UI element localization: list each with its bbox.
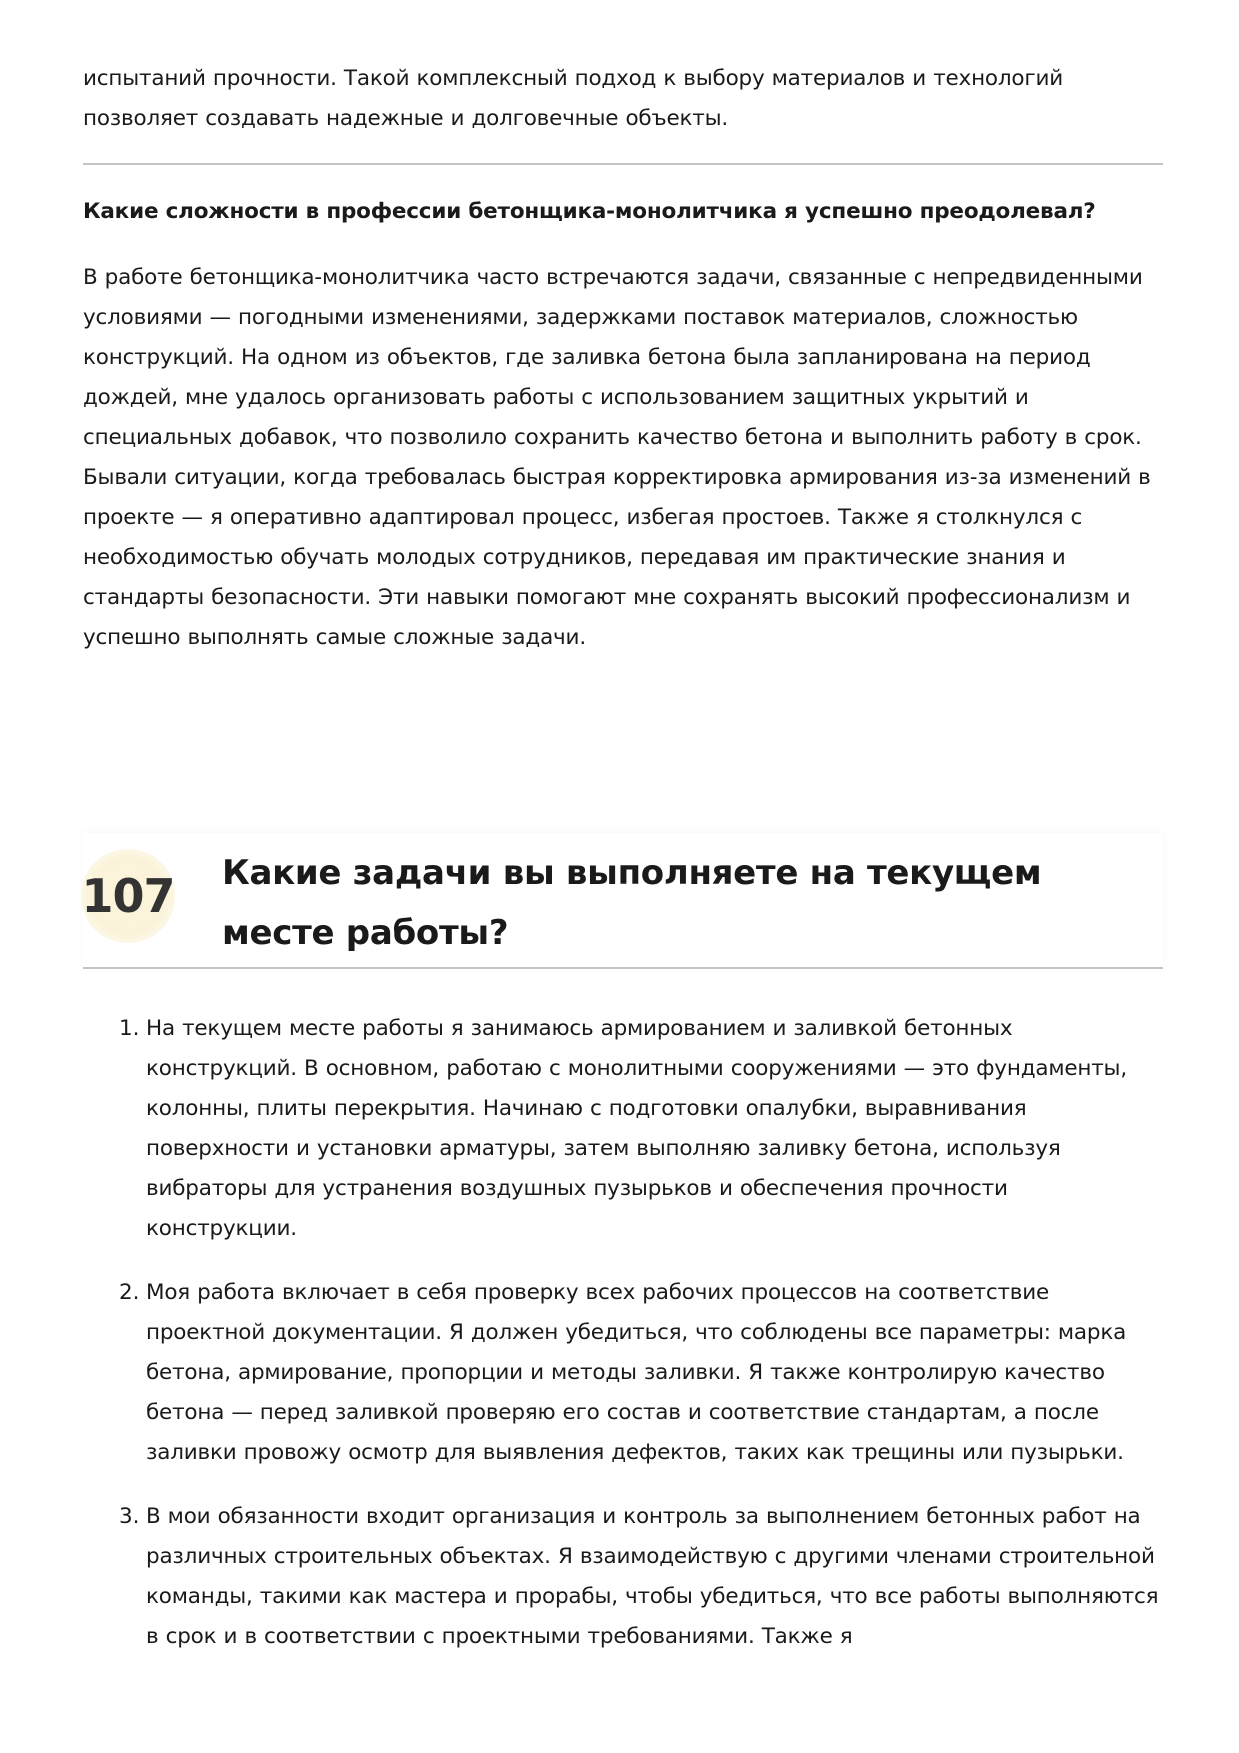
section-answer: В работе бетонщика-монолитчика часто встречаются задачи, связанные с непредвиденными условиями — погодными изменениями, задержками поставок материалов, сложностью конструкций. На одном из объектов, где заливка бетона была запланирована на период дождей, мне удалось организовать работы с использованием защитных укрытий и специальных добавок, что позволило сохранить качество бетона и выполнить работу в срок. Бывали ситуации, когда требовалась быстрая корректировка армирования из-за изменений в проекте — я оперативно адаптировал процесс, избегая простоев. Также я столкнулся с необходимостью обучать молодых сотрудников, передавая им практические знания и стандарты безопасности. Эти навыки помогают мне сохранять высокий профессионализм и успешно выполнять самые сложные задачи. [83,265,1151,650]
question-title: Какие задачи вы выполняете на текущем месте работы? [222,853,1042,953]
list-item-text: Моя работа включает в себя проверку всех рабочих процессов на соответствие проектной документации. Я должен убедиться, что соблюдены все параметры: марка бетона, армирование, пропорции и методы заливки. Я также контролирую качество бетона — перед заливкой проверяю его состав и соответствие стандартам, а после заливки провожу осмотр для выявления дефектов, таких как трещины или пузырьки. [146,1280,1127,1465]
question-header [83,833,1163,969]
intro-paragraph: испытаний прочности. Такой комплексный подход к выбору материалов и технологий позволяет создавать надежные и долговечные объекты. [83,66,1064,131]
list-item-number: 3. [119,1504,140,1529]
list-item [83,1273,1163,1473]
list-item-text: На текущем месте работы я занимаюсь армированием и заливкой бетонных конструкций. В основном, работаю с монолитными сооружениями — это фундаменты, колонны, плиты перекрытия. Начинаю с подготовки опалубки, выравнивания поверхности и установки арматуры, затем выполняю заливку бетона, используя вибраторы для устранения воздушных пузырьков и обеспечения прочности конструкции. [146,1016,1127,1241]
list-item [83,1009,1163,1249]
list-item-number: 1. [119,1016,140,1041]
section-divider [83,163,1163,165]
list-item [83,1497,1163,1657]
question-number-badge: 107 [81,849,175,943]
answer-list [83,1009,1163,1681]
list-item-text: В мои обязанности входит организация и контроль за выполнением бетонных работ на различных строительных объектах. Я взаимодействую с другими членами строительной команды, такими как мастера и прорабы, чтобы убедиться, что все работы выполняются в срок и в соответствии с проектными требованиями. Также я [146,1504,1159,1649]
section-question: Какие сложности в профессии бетонщика-монолитчика я успешно преодолевал? [83,199,1096,224]
list-item-number: 2. [119,1280,140,1305]
